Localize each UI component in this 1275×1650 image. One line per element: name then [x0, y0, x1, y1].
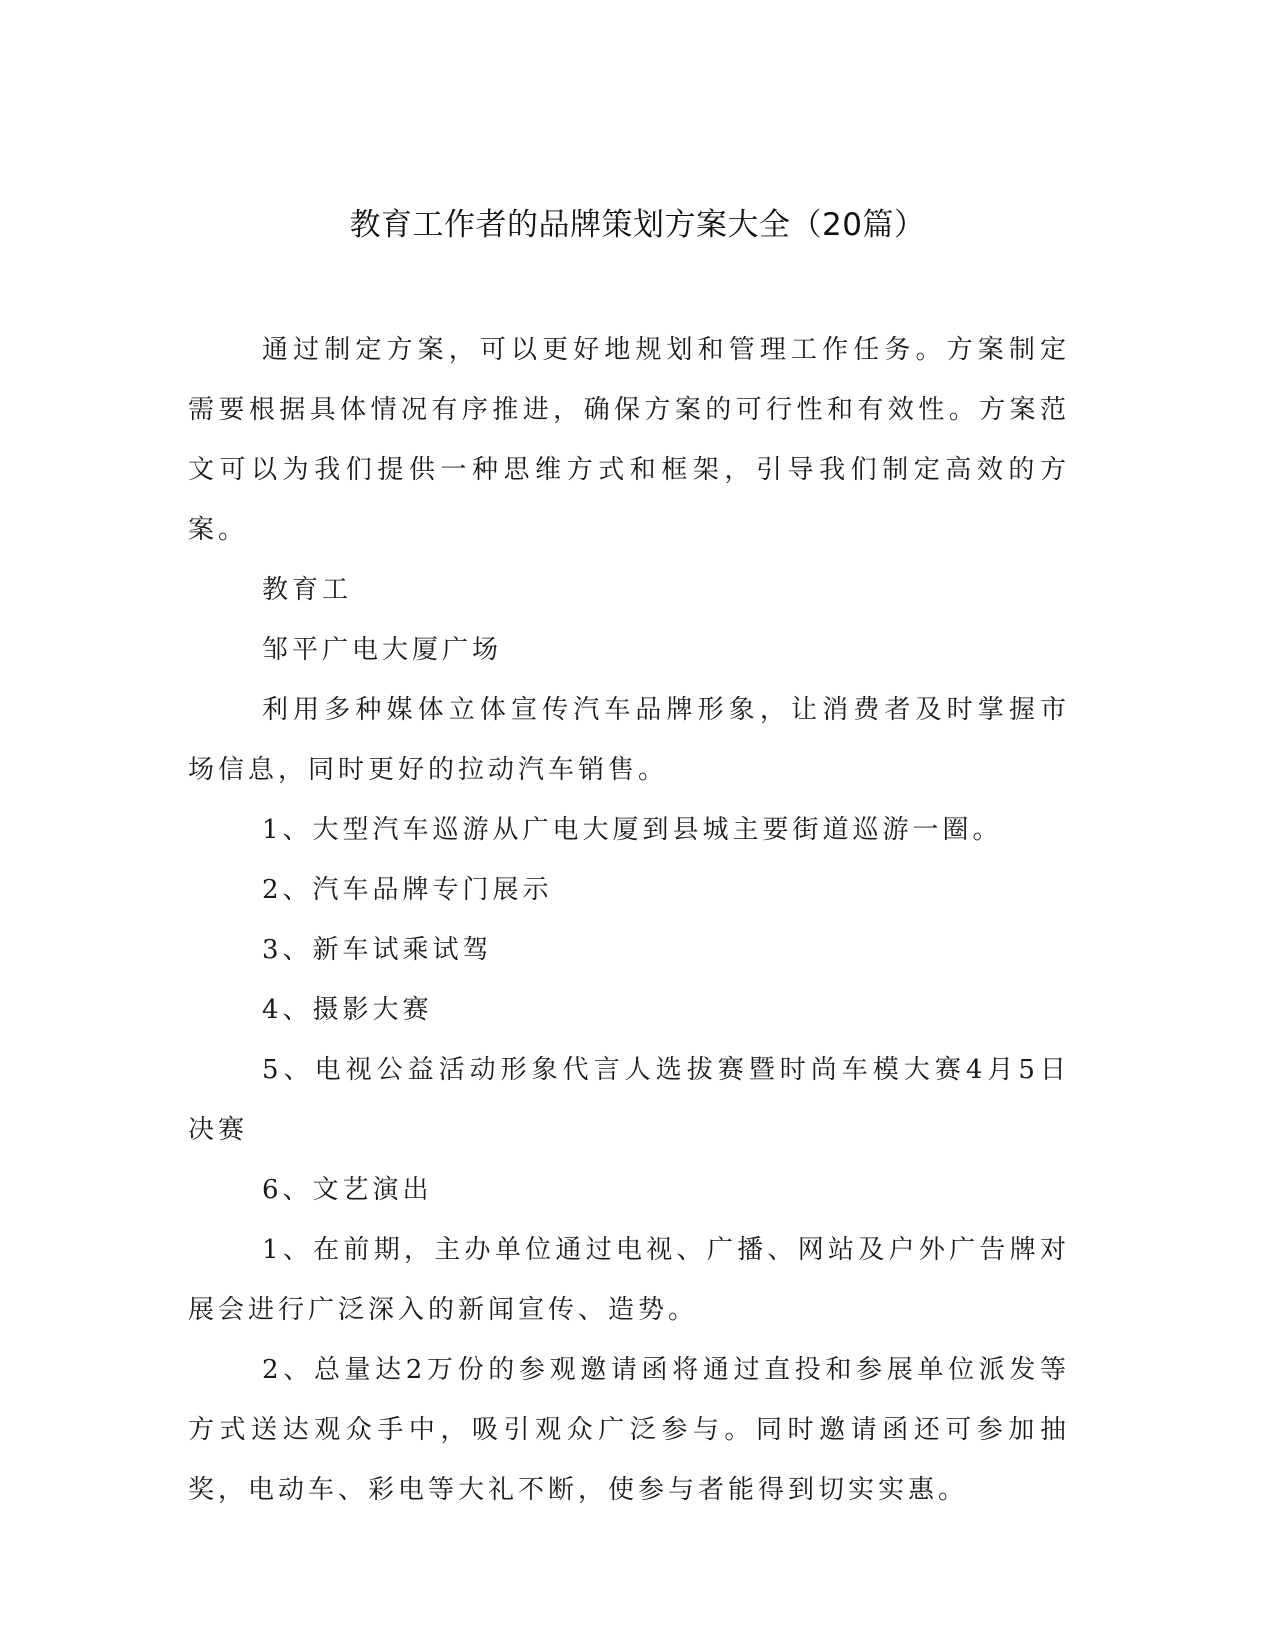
paragraph-promo-2: 2、总量达2万份的参观邀请函将通过直投和参展单位派发等方式送达观众手中，吸引观众广泛参与。同时邀请函还可参加抽奖，电动车、彩电等大礼不断，使参与者能得到切实实惠。 [188, 1355, 1070, 1505]
paragraph-heading-fragment: 教育工 [262, 575, 353, 605]
paragraph-item-2: 2、汽车品牌专门展示 [262, 875, 553, 905]
document-body [188, 320, 1070, 1520]
paragraph-purpose: 利用多种媒体立体宣传汽车品牌形象，让消费者及时掌握市场信息，同时更好的拉动汽车销售。 [188, 695, 1070, 785]
paragraph-item-3: 3、新车试乘试驾 [262, 935, 493, 965]
paragraph-item-1: 1、大型汽车巡游从广电大厦到县城主要街道巡游一圈。 [262, 815, 1003, 845]
paragraph-item-6: 6、文艺演出 [262, 1175, 433, 1205]
paragraph-intro: 通过制定方案，可以更好地规划和管理工作任务。方案制定需要根据具体情况有序推进，确保方案的可行性和有效性。方案范文可以为我们提供一种思维方式和框架，引导我们制定高效的方案。 [188, 335, 1070, 545]
document-title: 教育工作者的品牌策划方案大全（20篇） [349, 207, 926, 243]
paragraph-item-5: 5、电视公益活动形象代言人选拔赛暨时尚车模大赛4月5日决赛 [188, 1055, 1070, 1145]
paragraph-location: 邹平广电大厦广场 [262, 635, 503, 665]
paragraph-promo-1: 1、在前期，主办单位通过电视、广播、网站及户外广告牌对展会进行广泛深入的新闻宣传、造势。 [188, 1235, 1070, 1325]
paragraph-item-4: 4、摄影大赛 [262, 995, 433, 1025]
